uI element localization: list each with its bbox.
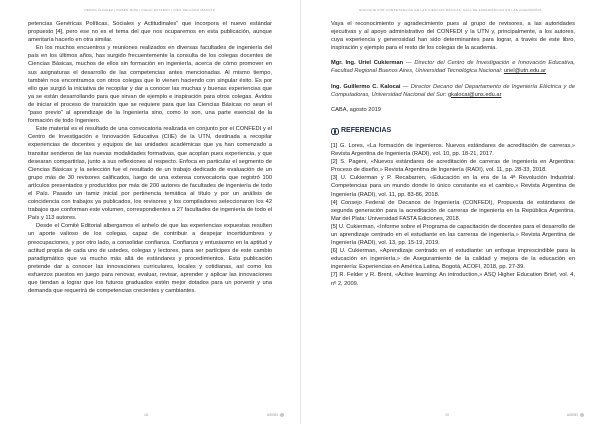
- body-paragraph: En los muchos encuentros y reuniones realizados en diversas facultades de ingeniería del país en los últimos años, has surgido frecuentemente la consulta de los colegas docentes de Ciencias Básicas, muchos de ellos sin formación en ingeniería, acerca de cómo promover en sus asignaturas el desarrollo de las competencias antes mencionadas. Al mismo tiempo, también nos encontramos con otros colegas que lo vienen haciendo con singular éxito. Es por ello que surgió la iniciativa de recopilar y dar a conocer las muchas y buenas experiencias que ya se están desarrollando para que sirvan de ejemplo e inspiración para otros colegas. Ávidos de iniciar el proceso de transición que se requiere para que las Ciencias Básicas no sean el “paso previo” al aprendizaje de la Ingeniería sino, como lo son, una parte esencial de la formación de todo Ingeniero.: [28, 45, 272, 125]
- references-heading: [331, 127, 575, 135]
- publisher-name: ASIBEI: [566, 413, 578, 417]
- body-paragraph: Este material es el resultado de una convocatoria realizada en conjunto por el CONFEDI y el Centro de Investigación e Innovación Educativa (CIIE) de la UTN, destinada a recopilar experiencias de docentes y equipos de las unidades académicas que ya han comenzado a transitar senderos de las nuevas modalidades formativas, que acoplan pues experiencia, y que desearan compartirlas, junto a sus reflexiones al respecto. Enfoca en particular el segmento de Ciencias Básicas y la selección fue el resultado de un trabajo dedicado de evaluación de un grupo más de 30 revisores calificados, luego de una extensa convocatoria que registró 100 artículos presentados y producidos por más de 200 autores de facultades de ingeniería de todo el País. Pasado un tamiz inicial por pertinencia temática al título y por un análisis de coincidencia con trabajos ya publicados, los revisores y los compiladores seleccionaron los 42 trabajos que conforman este volumen, correspondientes a 27 facultades de ingeniería de todo el País y 113 autores.: [28, 126, 272, 222]
- running-head-right: ENFOQUE POR COMPETENCIAS EN LAS CIENCIAS BÁSICAS: GUÍA DE EXPERIENCIAS EN LAS INGENIERÍAS: [359, 8, 542, 12]
- reference-item: [4] Consejo Federal de Decanos de Ingeniería (CONFEDI), Propuesta de estándares de segunda generación para la acreditación de carreras de ingeniería en la República Argentina, Mar del Plata: Universidad FASTA Ediciones, 2018.: [331, 199, 575, 222]
- body-paragraph: Desde el Comité Editorial albergamos el anhelo de que las experiencias expuestas resulten un aporte valioso de los colegas, capaz de contribuir a despejar incertidumbres y preocupaciones, y por otro lado, a consolidar confianza. Confianza y entusiasmo en la aptitud y actitud propia de cada uno de ustedes, colegas y lectores, para ser partícipes de este cambio paradigmático que va mucho más allá de estándares y procedimientos. Esta publicación pretende dar a conocer las innovaciones curriculares, locales y cotidianas, así como los esfuerzos puestos en juego para renovar, evaluar, revisar, aprender y aplicar las innovaciones que tiendan a lograr que los futuros graduados estén mejor dotados para un porvenir y una demanda que requerirá de competencias crecientes y cambiantes.: [28, 223, 272, 295]
- signatory: [331, 59, 575, 75]
- publisher-mark-left: [267, 413, 284, 417]
- page-number-left: 18: [144, 413, 148, 417]
- references-title: REFERENCIAS: [341, 126, 392, 134]
- reference-item: [2] S. Pageni, «Nuevos estándares de acreditación de carreras de ingeniería en Argentina: Proceso de diseño,» Revista Argentina de Ingeniería (RADI), vol. 11, pp. 28-33, 2018.: [331, 159, 575, 174]
- body-paragraph: petencias Genéricas Políticas, Sociales y Actitudinales” que incorpora el nuevo estándar propuesto [4], pero ese no es el tema del que nos ocuparemos en esta publicación, aunque ameritaría hacerlo en otra similar.: [28, 21, 272, 44]
- reference-item: [1] G. Lores, «La formación de ingenieros. Nuevos estándares de acreditación de carreras,» Revista Argentina de Ingeniería (RADI), vol. 10, pp. 18-21, 2017.: [331, 142, 575, 158]
- running-head-left: PEDRO ÁLVAREZ | RUBÉN MIRA | DIEGO ESTEBAN | INÉS DELGADO MAROTO: [84, 8, 216, 12]
- signatory: [331, 83, 575, 99]
- right-page: [300, 0, 600, 424]
- reference-item: [5] U. Cukierman, «Informe sobre el Programa de capacitación de docentes para el desarrollo de un aprendizaje centrado en el estudiante en las carreras de ingeniería,» Revista Argentina de Ingeniería (RADI), vol. 13, pp. 15-19, 2019.: [331, 223, 575, 247]
- left-page-body: [28, 20, 272, 295]
- reference-item: [7] R. Felder y R. Brent, «Active learning: An introduction,» ASQ Higher Education Brief, vol. 4, nº 2, 2009.: [331, 272, 575, 287]
- reference-item: [6] U. Cukierman, «Aprendizaje centrado en el estudiante: un enfoque imprescindible para la educación en ingeniería,» de Aseguramiento de la calidad y mejora de la educación en ingeniería: Experiencias en América Latina, Bogotá, ACOFI, 2018, pp. 27-39.: [331, 248, 575, 271]
- reference-item: [3] U. Cukierman y P. Recabarren, «Educación en la era de la 4ª Revolución Industrial: Competencias para un mundo donde lo único constante es el cambio,» Revista Argentina de Ingeniería (RADI), vol. 11, pp. 83-86, 2018.: [331, 175, 575, 198]
- intro-paragraph: Vaya el reconocimiento y agradecimiento pues al grupo de revisores, a las autoridades ejecutivas y al apoyo administrativo del CONFEDI y la UTN y, principalmente, a los autores, cuya experiencia y generosidad han sido determinantes para lograr, a través de este libro, inspiración y ejemplo para el resto de los colegas de la academia.: [331, 21, 575, 52]
- right-page-body: [331, 20, 575, 288]
- publisher-mark-right: [567, 413, 584, 417]
- signatory-email-link[interactable]: uriel@utn.edu.ar: [503, 68, 546, 75]
- signatory-role: — Director Decano del Departamento de Ingeniería Eléctrica y de Computadoras, Universidad Nacional del Sur:: [331, 83, 575, 98]
- signatory-name: Ing. Guillermo C. Kalocai: [331, 83, 401, 90]
- publisher-name: ASIBEI: [266, 413, 278, 417]
- publisher-logo-icon: [580, 413, 584, 417]
- page-number-right: 19: [445, 413, 449, 417]
- signatory-name: Mgr. Ing. Uriel Cukierman: [331, 60, 404, 67]
- publisher-logo-icon: [280, 413, 284, 417]
- signatory-role: — Director del Centro de Investigación e Innovación Educativa, Facultad Regional Buenos Aires, Universidad Tecnológica Nacional:: [331, 60, 575, 75]
- quote-icon: [331, 128, 338, 133]
- place-date: CABA, agosto 2019: [331, 106, 381, 113]
- signatory-email-link[interactable]: gkalocai@uns.edu.ar: [447, 91, 502, 98]
